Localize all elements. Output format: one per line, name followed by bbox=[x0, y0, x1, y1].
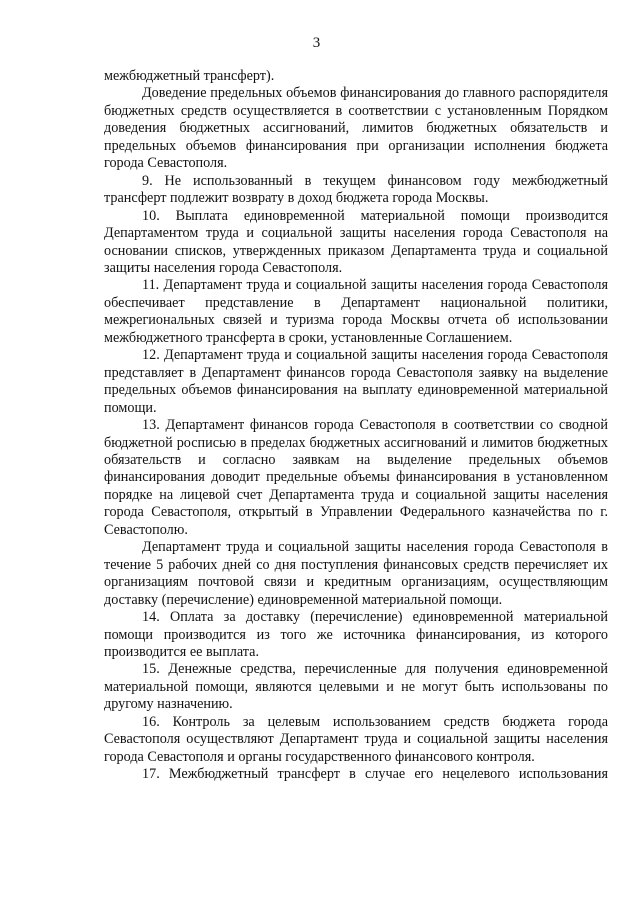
paragraph-item-14: 14. Оплата за доставку (перечисление) единовременной материальной помощи производится из того же источника финансирования, из которого производится ее выплата. bbox=[104, 609, 608, 660]
paragraph-continuation: межбюджетный трансферт). bbox=[104, 68, 275, 84]
paragraph-item-10: 10. Выплата единовременной материальной помощи производится Департаментом труда и социальной защиты населения города Севастополя на основании списков, утвержденных приказом Департамента труда и социальной защиты населения города Севастополя. bbox=[104, 207, 608, 276]
paragraph-item-12: 12. Департамент труда и социальной защиты населения города Севастополя представляет в Департамент финансов города Севастополя заявку на выделение предельных объемов финансирования на выплату единовременной материальной помощи. bbox=[104, 347, 608, 416]
paragraph-item-13: 13. Департамент финансов города Севастополя в соответствии со сводной бюджетной росписью в пределах бюджетных ассигнований и лимитов бюджетных обязательств и согласно заявкам на выделение предельных объемов финансирования доводит предельные объемы финансирования в установленном порядке на лицевой счет Департамента труда и социальной защиты населения города Севастополя, открытый в Управлении Федерального казначейства по г. Севастополю. bbox=[104, 417, 608, 538]
paragraph-item-15: 15. Денежные средства, перечисленные для получения единовременной материальной помощи, являются целевыми и не могут быть использованы по другому назначению. bbox=[104, 661, 608, 713]
paragraph-item-17: 17. Межбюджетный трансферт в случае его нецелевого использования bbox=[142, 766, 608, 783]
paragraph-item-16: 16. Контроль за целевым использованием средств бюджета города Севастополя осуществляют Департамент труда и социальной защиты населения города Севастополя и органы государственного финансового контроля. bbox=[104, 713, 608, 765]
paragraph-item-9: 9. Не использованный в текущем финансовом году межбюджетный трансферт подлежит возврату в доход бюджета города Москвы. bbox=[104, 172, 608, 207]
paragraph: Доведение предельных объемов финансирования до главного распорядителя бюджетных средств осуществляется в соответствии с установленным Порядком доведения бюджетных ассигнований, лимитов бюджетных обязательств и предельных объемов финансирования при организации исполнения бюджета города Севастополя. bbox=[104, 85, 608, 172]
paragraph: Департамент труда и социальной защиты населения города Севастополя в течение 5 рабочих дней со дня поступления финансовых средств перечисляет их организациям почтовой связи и кредитным организациям, осуществляющим доставку (перечисление) единовременной материальной помощи. bbox=[104, 539, 608, 608]
page-number: 3 bbox=[312, 35, 321, 51]
document-body bbox=[104, 68, 608, 784]
paragraph-item-11: 11. Департамент труда и социальной защиты населения города Севастополя обеспечивает представление в Департамент национальной политики, межрегиональных связей и туризма города Москвы отчета об использовании межбюджетного трансферта в сроки, установленные Соглашением. bbox=[104, 277, 608, 346]
